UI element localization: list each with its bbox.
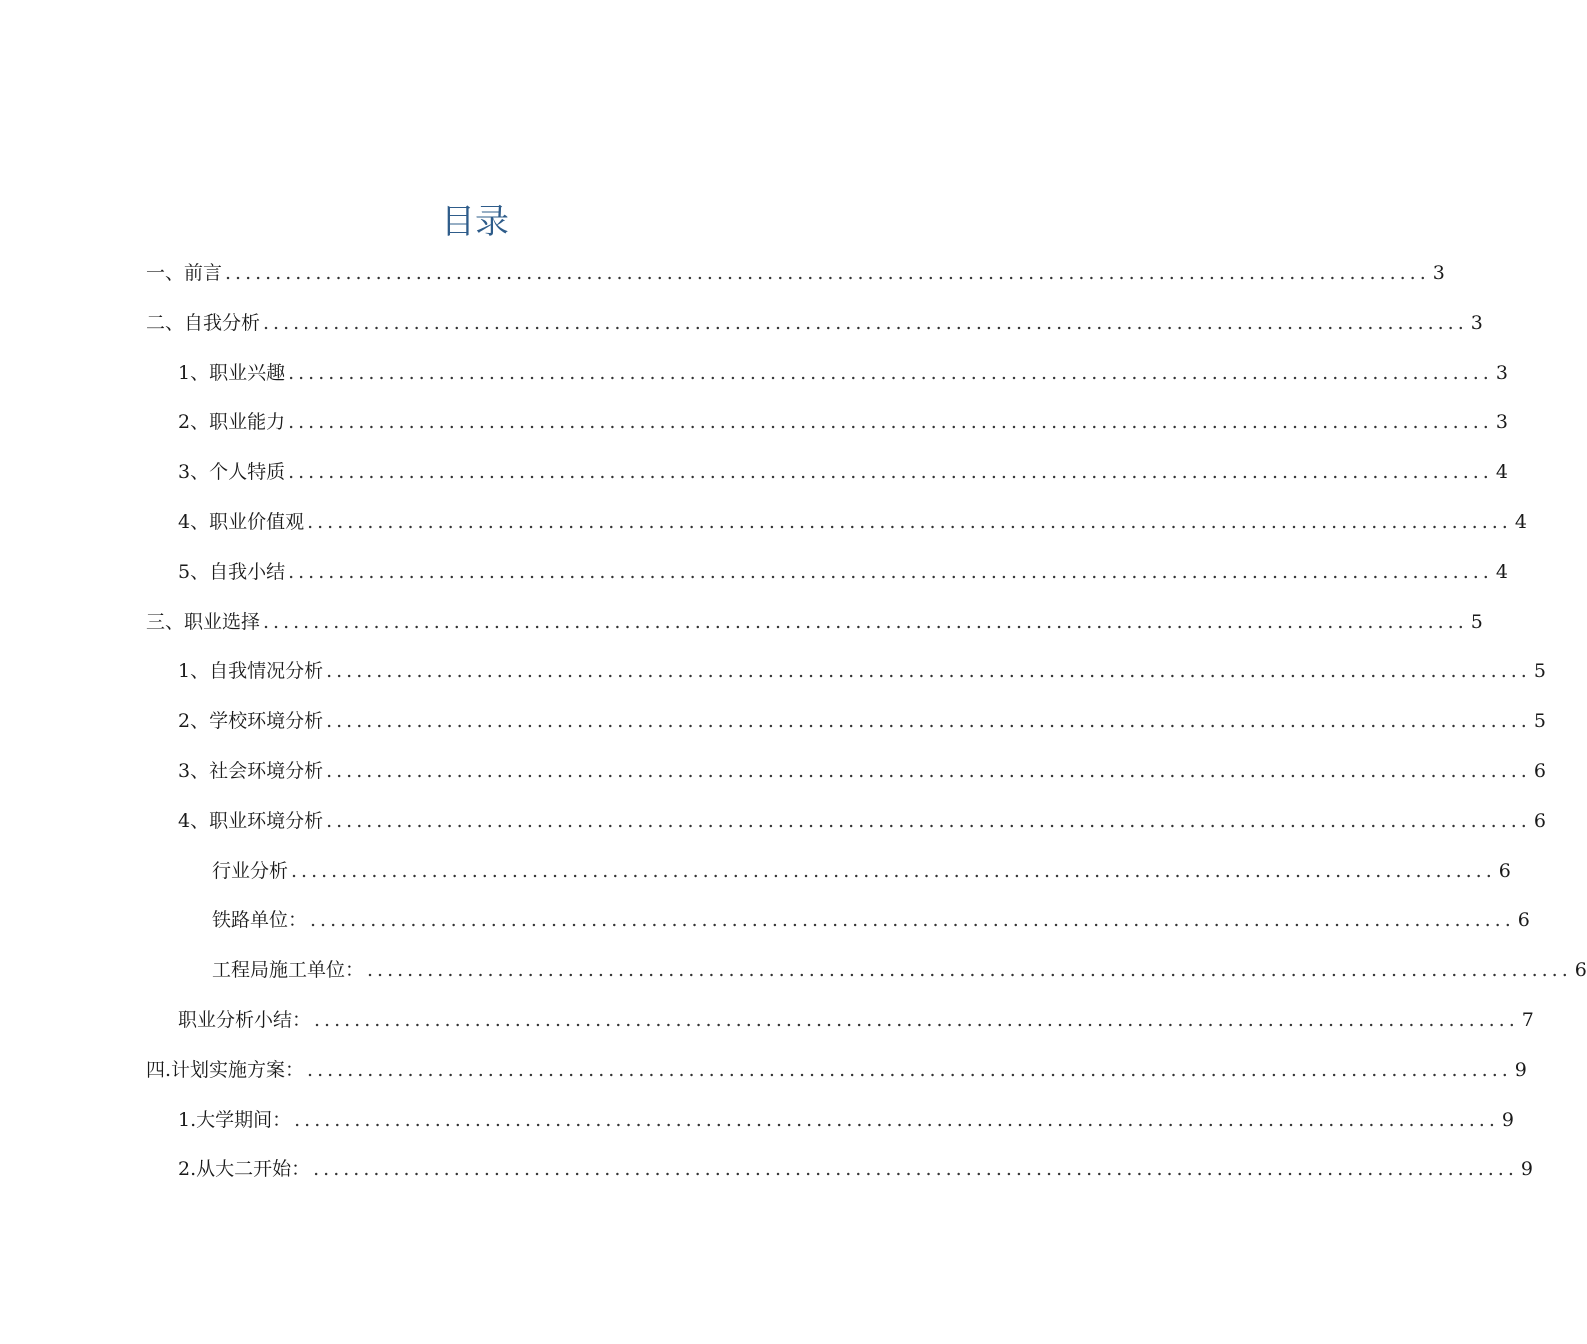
- toc-entry[interactable]: [212, 945, 1587, 995]
- toc-dot-leader: ........................................................................................................................: [307, 1058, 1512, 1081]
- toc-entry-label: 4、职业环境分析: [178, 809, 324, 832]
- toc-entry-label: 2.从大二开始：: [178, 1158, 311, 1181]
- toc-entry[interactable]: [178, 796, 1546, 846]
- toc-dot-leader: ........................................................................................................................: [326, 760, 1531, 782]
- toc-dot-leader: ........................................................................................................................: [367, 959, 1572, 982]
- toc-dot-leader: ........................................................................................................................: [313, 1158, 1518, 1181]
- toc-dot-leader: ........................................................................................................................: [288, 411, 1493, 434]
- toc-dot-leader: ........................................................................................................................: [326, 710, 1531, 733]
- toc-dot-leader: ........................................................................................................................: [263, 311, 1468, 334]
- toc-entry-page-number: 6: [1533, 760, 1546, 782]
- toc-entry-label: 2、职业能力: [178, 411, 286, 434]
- toc-entry-page-number: 9: [1520, 1158, 1533, 1181]
- toc-entry[interactable]: [178, 497, 1527, 547]
- toc-entry-page-number: 3: [1432, 262, 1445, 284]
- toc-entry-label: 工程局施工单位：: [212, 959, 365, 982]
- toc-entry[interactable]: [178, 447, 1508, 497]
- toc-entry[interactable]: [178, 746, 1546, 796]
- toc-entry-label: 5、自我小结: [178, 560, 286, 583]
- toc-entry-page-number: 4: [1495, 560, 1508, 583]
- toc-entry-label: 1、职业兴趣: [178, 361, 286, 384]
- toc-entry[interactable]: [146, 298, 1483, 348]
- toc-dot-leader: ........................................................................................................................: [307, 511, 1512, 533]
- toc-entry-label: 铁路单位：: [212, 909, 308, 932]
- toc-entry-label: 1、自我情况分析: [178, 660, 324, 683]
- toc-entry-label: 1.大学期间：: [178, 1108, 292, 1131]
- toc-entry-label: 职业分析小结：: [178, 1009, 312, 1031]
- toc-dot-leader: ........................................................................................................................: [288, 361, 1493, 384]
- toc-dot-leader: ........................................................................................................................: [225, 262, 1430, 284]
- toc-entry-page-number: 3: [1470, 311, 1483, 334]
- toc-entry-label: 二、自我分析: [146, 311, 261, 334]
- toc-entry-page-number: 5: [1533, 710, 1546, 733]
- toc-dot-leader: ........................................................................................................................: [294, 1108, 1499, 1131]
- toc-dot-leader: ........................................................................................................................: [288, 560, 1493, 583]
- toc-entry-page-number: 5: [1470, 610, 1483, 633]
- toc-entry[interactable]: [178, 547, 1508, 597]
- toc-entry-label: 4、职业价值观: [178, 511, 305, 533]
- toc-entry[interactable]: [146, 248, 1445, 298]
- toc-entry-page-number: 3: [1495, 361, 1508, 384]
- toc-entry-label: 四.计划实施方案：: [146, 1058, 305, 1081]
- toc-entry[interactable]: [178, 1095, 1514, 1145]
- toc-entry-page-number: 6: [1498, 859, 1511, 882]
- toc-dot-leader: ........................................................................................................................: [310, 909, 1515, 932]
- toc-entry-page-number: 3: [1495, 411, 1508, 434]
- toc-entry-label: 3、个人特质: [178, 461, 286, 484]
- toc-entry-page-number: 5: [1533, 660, 1546, 683]
- toc-entry[interactable]: [178, 696, 1546, 746]
- toc-title: 目录: [441, 202, 509, 242]
- toc-dot-leader: ........................................................................................................................: [326, 809, 1531, 832]
- toc-entry-label: 3、社会环境分析: [178, 760, 324, 782]
- toc-entry-label: 行业分析: [212, 859, 289, 882]
- toc-entry-label: 2、学校环境分析: [178, 710, 324, 733]
- toc-entry[interactable]: [146, 597, 1483, 647]
- toc-entry-page-number: 7: [1521, 1009, 1534, 1031]
- toc-entry-page-number: 9: [1501, 1108, 1514, 1131]
- toc-entry-label: 一、前言: [146, 262, 223, 284]
- toc-dot-leader: ........................................................................................................................: [291, 859, 1496, 882]
- toc-dot-leader: ........................................................................................................................: [263, 610, 1468, 633]
- toc-entry[interactable]: [178, 646, 1546, 696]
- toc-entry[interactable]: [146, 1045, 1527, 1095]
- toc-entry-page-number: 9: [1514, 1058, 1527, 1081]
- toc-entry[interactable]: [178, 348, 1508, 398]
- toc-entry[interactable]: [178, 1144, 1533, 1194]
- toc-entry[interactable]: [178, 995, 1534, 1045]
- toc-entry[interactable]: [178, 397, 1508, 447]
- toc-entry-page-number: 6: [1574, 959, 1587, 982]
- toc-dot-leader: ........................................................................................................................: [326, 660, 1531, 683]
- toc-entry-label: 三、职业选择: [146, 610, 261, 633]
- toc-dot-leader: ........................................................................................................................: [314, 1009, 1519, 1031]
- toc-entry-page-number: 4: [1495, 461, 1508, 484]
- toc-entry[interactable]: [212, 846, 1511, 896]
- toc-entry[interactable]: [212, 895, 1530, 945]
- toc-dot-leader: ........................................................................................................................: [288, 461, 1493, 484]
- toc-entry-page-number: 4: [1514, 511, 1527, 533]
- toc-entry-page-number: 6: [1517, 909, 1530, 932]
- toc-entry-page-number: 6: [1533, 809, 1546, 832]
